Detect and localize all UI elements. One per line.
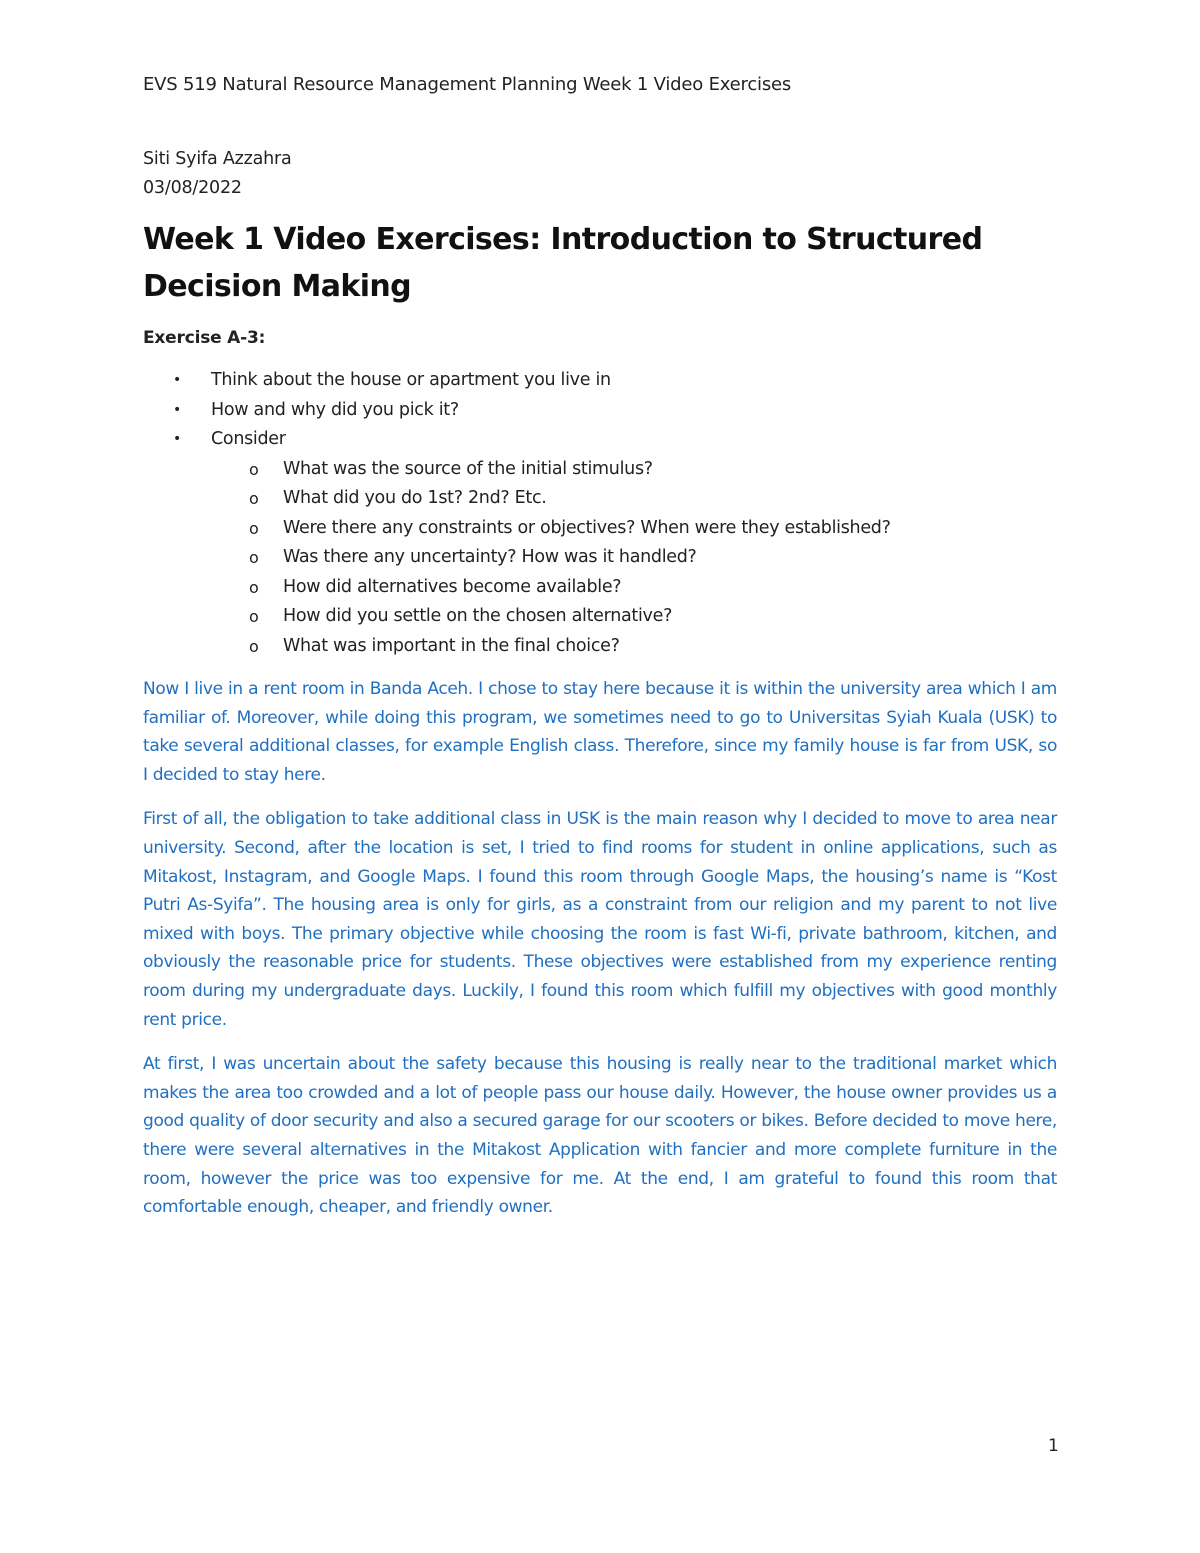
sub-bullet-text: What was the source of the initial stimulus? bbox=[283, 458, 653, 479]
bullet-text: Consider bbox=[211, 429, 286, 449]
sub-bullet-text: Was there any uncertainty? How was it handled? bbox=[283, 547, 697, 567]
sub-bullet-item bbox=[0, 484, 1200, 514]
answer-paragraph: First of all, the obligation to take additional class in USK is the main reason why I decided to move to area near university. Second, after the location is set, I tried to find rooms for student in online applications, such as Mitakost, Instagram, and Google Maps. I found this room through Google Maps, the housing’s name is “Kost Putri As-Syifa”. The housing area is only for girls, as a constraint from our religion and my parent to not live mixed with boys. The primary objective while choosing the room is fast Wi-fi, private bathroom, kitchen, and obviously the reasonable price for students. These objectives were established from my experience renting room during my undergraduate days. Luckily, I found this room which fulfill my objectives with good monthly rent price. bbox=[143, 809, 1057, 1030]
bullet-marker-icon: • bbox=[173, 431, 181, 447]
page-header: EVS 519 Natural Resource Management Planning Week 1 Video Exercises bbox=[143, 74, 792, 95]
sub-bullet-item bbox=[0, 514, 1200, 544]
author-block bbox=[143, 145, 292, 203]
sub-bullet-marker-icon: o bbox=[249, 459, 259, 479]
sub-bullet-text: What did you do 1st? 2nd? Etc. bbox=[283, 488, 547, 508]
bullet-item bbox=[0, 396, 1200, 426]
sub-bullet-item bbox=[0, 455, 1200, 485]
exercise-bullet-list bbox=[0, 366, 1200, 661]
bullet-item bbox=[0, 366, 1200, 396]
sub-bullet-item bbox=[0, 632, 1200, 662]
sub-bullet-text: What was important in the final choice? bbox=[283, 635, 620, 656]
sub-bullet-text: How did you settle on the chosen alternative? bbox=[283, 606, 673, 626]
sub-bullet-item bbox=[0, 543, 1200, 573]
bullet-text: How and why did you pick it? bbox=[211, 399, 459, 420]
answer-body bbox=[143, 675, 1057, 1238]
sub-bullet-marker-icon: o bbox=[249, 636, 259, 656]
sub-bullet-marker-icon: o bbox=[249, 518, 259, 538]
sub-bullet-marker-icon: o bbox=[249, 577, 259, 597]
answer-paragraph: At first, I was uncertain about the safety because this housing is really near to the traditional market which makes the area too crowded and a lot of people pass our house daily. However, the house owner provides us a good quality of door security and also a secured garage for our scooters or bikes. Before decided to move here, there were several alternatives in the Mitakost Application with fancier and more complete furniture in the room, however the price was too expensive for me. At the end, I am grateful to found this room that comfortable enough, cheaper, and friendly owner. bbox=[143, 1054, 1057, 1218]
bullet-text: Think about the house or apartment you live in bbox=[211, 370, 611, 390]
document-date: 03/08/2022 bbox=[143, 178, 242, 198]
exercise-label: Exercise A-3: bbox=[143, 328, 266, 348]
bullet-marker-icon: • bbox=[173, 372, 181, 388]
page-number: 1 bbox=[1048, 1436, 1059, 1456]
sub-bullet-text: How did alternatives become available? bbox=[283, 576, 622, 597]
author-name: Siti Syifa Azzahra bbox=[143, 149, 292, 169]
document-title: Week 1 Video Exercises: Introduction to Structured Decision Making bbox=[143, 222, 983, 304]
sub-bullet-marker-icon: o bbox=[249, 548, 259, 567]
bullet-marker-icon: • bbox=[173, 401, 181, 418]
answer-paragraph: Now I live in a rent room in Banda Aceh. I chose to stay here because it is within the university area which I am familiar of. Moreover, while doing this program, we sometimes need to go to Universitas Syiah Kuala (USK) to take several additional classes, for example English class. Therefore, since my family house is far from USK, so I decided to stay here. bbox=[143, 679, 1057, 785]
sub-bullet-item bbox=[0, 602, 1200, 632]
sub-bullet-marker-icon: o bbox=[249, 489, 259, 508]
sub-bullet-text: Were there any constraints or objectives? When were they established? bbox=[283, 517, 891, 538]
sub-bullet-item bbox=[0, 573, 1200, 603]
bullet-item bbox=[0, 425, 1200, 455]
sub-bullet-marker-icon: o bbox=[249, 607, 259, 626]
